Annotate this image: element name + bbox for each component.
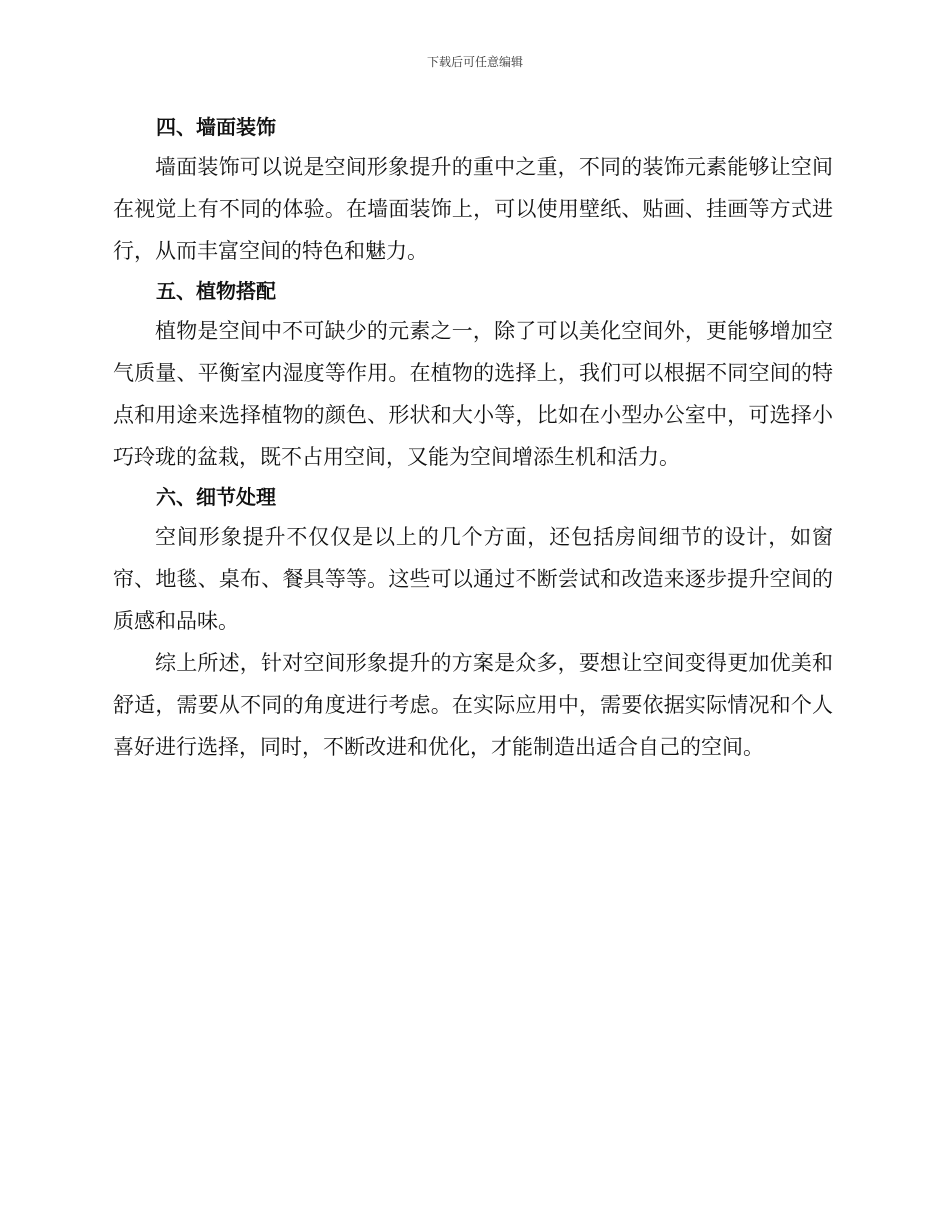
paragraph-conclusion: 综上所述，针对空间形象提升的方案是众多，要想让空间变得更加优美和舒适，需要从不同的角度进行考虑。在实际应用中，需要依据实际情况和个人喜好进行选择，同时，不断改进和优化，才能制造出适合自己的空间。 — [113, 651, 833, 759]
section-heading-plant-arrangement: 五、植物搭配 — [156, 279, 276, 303]
section-heading-wall-decoration: 四、墙面装饰 — [156, 115, 276, 139]
paragraph-detail-handling: 空间形象提升不仅仅是以上的几个方面，还包括房间细节的设计，如窗帘、地毯、桌布、餐具等等。这些可以通过不断尝试和改造来逐步提升空间的质感和品味。 — [113, 525, 833, 633]
section-heading-detail-handling: 六、细节处理 — [156, 485, 276, 509]
paragraph-wall-decoration: 墙面装饰可以说是空间形象提升的重中之重，不同的装饰元素能够让空间在视觉上有不同的体验。在墙面装饰上，可以使用壁纸、贴画、挂画等方式进行，从而丰富空间的特色和魅力。 — [113, 155, 833, 263]
paragraph-plant-arrangement: 植物是空间中不可缺少的元素之一，除了可以美化空间外，更能够增加空气质量、平衡室内湿度等作用。在植物的选择上，我们可以根据不同空间的特点和用途来选择植物的颜色、形状和大小等，比如在小型办公室中，可选择小巧玲珑的盆栽，既不占用空间，又能为空间增添生机和活力。 — [113, 319, 833, 469]
document-body — [113, 108, 833, 768]
page-header: 下载后可任意编辑 — [426, 55, 523, 69]
